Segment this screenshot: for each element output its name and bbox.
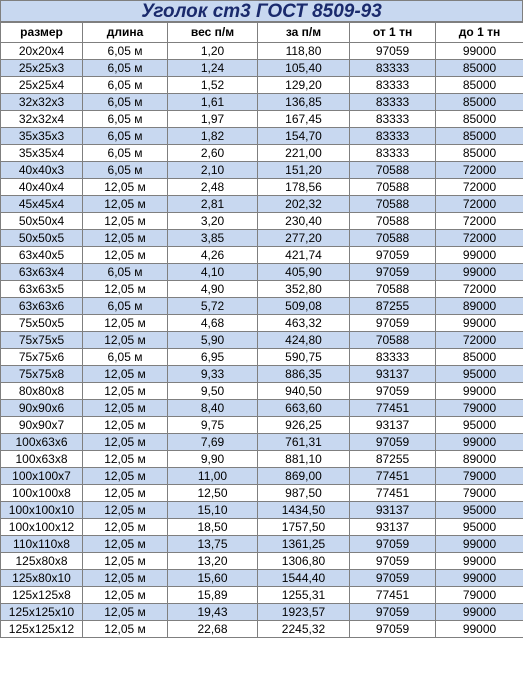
- cell-size: 40x40x4: [1, 179, 83, 196]
- cell-weight: 15,89: [168, 587, 258, 604]
- cell-size: 100x63x6: [1, 434, 83, 451]
- cell-size: 63x63x5: [1, 281, 83, 298]
- table-row: [1, 128, 523, 145]
- cell-length: 12,05 м: [83, 230, 168, 247]
- table-row: [1, 366, 523, 383]
- cell-price-per-meter: 1306,80: [258, 553, 350, 570]
- cell-size: 75x75x5: [1, 332, 83, 349]
- table-row: [1, 417, 523, 434]
- cell-size: 20x20x4: [1, 43, 83, 60]
- header-weight-per-meter: вес п/м: [168, 23, 258, 43]
- cell-price-to: 85000: [436, 145, 523, 162]
- table-row: [1, 60, 523, 77]
- cell-price-per-meter: 590,75: [258, 349, 350, 366]
- cell-length: 12,05 м: [83, 247, 168, 264]
- cell-weight: 19,43: [168, 604, 258, 621]
- table-row: [1, 77, 523, 94]
- cell-price-to: 72000: [436, 179, 523, 196]
- cell-weight: 3,85: [168, 230, 258, 247]
- table-row: [1, 400, 523, 417]
- cell-size: 100x100x8: [1, 485, 83, 502]
- cell-price-per-meter: 421,74: [258, 247, 350, 264]
- header-row: [1, 23, 523, 43]
- cell-price-per-meter: 424,80: [258, 332, 350, 349]
- cell-price-from: 87255: [350, 298, 436, 315]
- cell-price-per-meter: 277,20: [258, 230, 350, 247]
- cell-price-per-meter: 881,10: [258, 451, 350, 468]
- cell-price-per-meter: 987,50: [258, 485, 350, 502]
- cell-size: 125x125x12: [1, 621, 83, 638]
- cell-price-from: 70588: [350, 332, 436, 349]
- cell-price-to: 99000: [436, 536, 523, 553]
- cell-weight: 4,90: [168, 281, 258, 298]
- cell-size: 100x100x12: [1, 519, 83, 536]
- cell-length: 12,05 м: [83, 315, 168, 332]
- cell-weight: 7,69: [168, 434, 258, 451]
- cell-price-per-meter: 154,70: [258, 128, 350, 145]
- header-price-from-1t: от 1 тн: [350, 23, 436, 43]
- table-row: [1, 553, 523, 570]
- cell-price-per-meter: 136,85: [258, 94, 350, 111]
- cell-price-from: 70588: [350, 179, 436, 196]
- cell-price-per-meter: 151,20: [258, 162, 350, 179]
- table-row: [1, 485, 523, 502]
- table-row: [1, 247, 523, 264]
- cell-price-to: 72000: [436, 162, 523, 179]
- cell-price-to: 85000: [436, 111, 523, 128]
- table-row: [1, 570, 523, 587]
- cell-length: 12,05 м: [83, 417, 168, 434]
- cell-size: 25x25x4: [1, 77, 83, 94]
- cell-length: 12,05 м: [83, 485, 168, 502]
- cell-price-to: 72000: [436, 281, 523, 298]
- cell-price-from: 70588: [350, 213, 436, 230]
- table-row: [1, 332, 523, 349]
- cell-size: 40x40x3: [1, 162, 83, 179]
- cell-weight: 1,61: [168, 94, 258, 111]
- cell-price-from: 77451: [350, 468, 436, 485]
- cell-price-to: 99000: [436, 43, 523, 60]
- cell-size: 50x50x4: [1, 213, 83, 230]
- table-row: [1, 621, 523, 638]
- cell-weight: 2,48: [168, 179, 258, 196]
- table-row: [1, 145, 523, 162]
- cell-price-to: 72000: [436, 230, 523, 247]
- cell-price-to: 72000: [436, 213, 523, 230]
- cell-price-to: 99000: [436, 570, 523, 587]
- cell-price-to: 85000: [436, 94, 523, 111]
- cell-length: 6,05 м: [83, 145, 168, 162]
- cell-length: 12,05 м: [83, 468, 168, 485]
- cell-weight: 5,72: [168, 298, 258, 315]
- cell-length: 12,05 м: [83, 519, 168, 536]
- cell-price-from: 77451: [350, 485, 436, 502]
- table-row: [1, 519, 523, 536]
- cell-price-from: 93137: [350, 519, 436, 536]
- table-row: [1, 315, 523, 332]
- cell-price-to: 79000: [436, 485, 523, 502]
- cell-size: 75x75x8: [1, 366, 83, 383]
- cell-price-per-meter: 926,25: [258, 417, 350, 434]
- cell-price-to: 99000: [436, 553, 523, 570]
- cell-weight: 1,20: [168, 43, 258, 60]
- cell-price-to: 85000: [436, 128, 523, 145]
- cell-price-to: 85000: [436, 60, 523, 77]
- table-row: [1, 94, 523, 111]
- cell-length: 12,05 м: [83, 604, 168, 621]
- table-row: [1, 383, 523, 400]
- cell-price-per-meter: 129,20: [258, 77, 350, 94]
- cell-size: 75x75x6: [1, 349, 83, 366]
- cell-price-to: 99000: [436, 621, 523, 638]
- cell-price-to: 89000: [436, 298, 523, 315]
- cell-length: 12,05 м: [83, 196, 168, 213]
- cell-length: 12,05 м: [83, 383, 168, 400]
- cell-size: 125x125x8: [1, 587, 83, 604]
- cell-price-to: 79000: [436, 468, 523, 485]
- table-row: [1, 196, 523, 213]
- cell-length: 12,05 м: [83, 213, 168, 230]
- cell-price-to: 99000: [436, 247, 523, 264]
- cell-price-from: 83333: [350, 111, 436, 128]
- cell-weight: 9,90: [168, 451, 258, 468]
- cell-length: 12,05 м: [83, 502, 168, 519]
- cell-price-per-meter: 761,31: [258, 434, 350, 451]
- cell-weight: 3,20: [168, 213, 258, 230]
- cell-price-from: 70588: [350, 230, 436, 247]
- table-row: [1, 451, 523, 468]
- cell-length: 12,05 м: [83, 281, 168, 298]
- cell-price-per-meter: 2245,32: [258, 621, 350, 638]
- cell-length: 6,05 м: [83, 349, 168, 366]
- cell-price-per-meter: 202,32: [258, 196, 350, 213]
- cell-price-per-meter: 1544,40: [258, 570, 350, 587]
- cell-size: 45x45x4: [1, 196, 83, 213]
- cell-price-from: 97059: [350, 383, 436, 400]
- cell-price-from: 97059: [350, 315, 436, 332]
- cell-price-to: 72000: [436, 196, 523, 213]
- cell-size: 35x35x3: [1, 128, 83, 145]
- cell-price-to: 95000: [436, 417, 523, 434]
- cell-price-from: 83333: [350, 94, 436, 111]
- cell-price-to: 95000: [436, 519, 523, 536]
- cell-weight: 1,24: [168, 60, 258, 77]
- cell-length: 12,05 м: [83, 366, 168, 383]
- table-row: [1, 604, 523, 621]
- cell-price-from: 93137: [350, 417, 436, 434]
- cell-length: 12,05 м: [83, 587, 168, 604]
- cell-size: 63x63x4: [1, 264, 83, 281]
- cell-price-to: 79000: [436, 587, 523, 604]
- cell-price-to: 72000: [436, 332, 523, 349]
- cell-price-per-meter: 105,40: [258, 60, 350, 77]
- cell-size: 63x40x5: [1, 247, 83, 264]
- table-row: [1, 264, 523, 281]
- cell-size: 125x125x10: [1, 604, 83, 621]
- cell-weight: 4,10: [168, 264, 258, 281]
- table-row: [1, 162, 523, 179]
- cell-weight: 15,10: [168, 502, 258, 519]
- cell-price-from: 70588: [350, 162, 436, 179]
- cell-price-per-meter: 1361,25: [258, 536, 350, 553]
- cell-length: 6,05 м: [83, 60, 168, 77]
- cell-price-from: 97059: [350, 553, 436, 570]
- table-title: Уголок ст3 ГОСТ 8509-93: [0, 0, 523, 22]
- cell-weight: 1,97: [168, 111, 258, 128]
- cell-size: 32x32x4: [1, 111, 83, 128]
- cell-weight: 6,95: [168, 349, 258, 366]
- cell-weight: 9,50: [168, 383, 258, 400]
- cell-length: 12,05 м: [83, 553, 168, 570]
- table-row: [1, 587, 523, 604]
- cell-price-to: 95000: [436, 502, 523, 519]
- cell-length: 12,05 м: [83, 434, 168, 451]
- cell-length: 6,05 м: [83, 77, 168, 94]
- table-body: [1, 43, 523, 638]
- cell-price-per-meter: 869,00: [258, 468, 350, 485]
- cell-size: 125x80x10: [1, 570, 83, 587]
- table-row: [1, 230, 523, 247]
- cell-price-to: 85000: [436, 77, 523, 94]
- cell-price-per-meter: 405,90: [258, 264, 350, 281]
- cell-length: 6,05 м: [83, 128, 168, 145]
- cell-weight: 22,68: [168, 621, 258, 638]
- header-size: размер: [1, 23, 83, 43]
- cell-price-from: 83333: [350, 77, 436, 94]
- cell-price-from: 83333: [350, 145, 436, 162]
- cell-length: 6,05 м: [83, 298, 168, 315]
- cell-price-from: 87255: [350, 451, 436, 468]
- cell-price-from: 97059: [350, 247, 436, 264]
- cell-price-from: 97059: [350, 621, 436, 638]
- cell-size: 75x50x5: [1, 315, 83, 332]
- cell-length: 6,05 м: [83, 111, 168, 128]
- cell-price-from: 77451: [350, 400, 436, 417]
- cell-weight: 5,90: [168, 332, 258, 349]
- table-row: [1, 111, 523, 128]
- cell-length: 6,05 м: [83, 43, 168, 60]
- cell-price-per-meter: 509,08: [258, 298, 350, 315]
- cell-length: 12,05 м: [83, 570, 168, 587]
- cell-price-per-meter: 167,45: [258, 111, 350, 128]
- cell-price-from: 83333: [350, 349, 436, 366]
- cell-price-from: 97059: [350, 604, 436, 621]
- cell-price-from: 97059: [350, 43, 436, 60]
- cell-price-from: 97059: [350, 570, 436, 587]
- cell-price-per-meter: 178,56: [258, 179, 350, 196]
- cell-price-per-meter: 940,50: [258, 383, 350, 400]
- header-price-per-meter: за п/м: [258, 23, 350, 43]
- table-row: [1, 281, 523, 298]
- cell-weight: 4,26: [168, 247, 258, 264]
- cell-weight: 13,20: [168, 553, 258, 570]
- header-price-to-1t: до 1 тн: [436, 23, 523, 43]
- cell-price-per-meter: 221,00: [258, 145, 350, 162]
- cell-size: 80x80x8: [1, 383, 83, 400]
- cell-length: 12,05 м: [83, 400, 168, 417]
- cell-price-from: 70588: [350, 281, 436, 298]
- cell-size: 125x80x8: [1, 553, 83, 570]
- cell-weight: 15,60: [168, 570, 258, 587]
- cell-price-to: 79000: [436, 400, 523, 417]
- cell-price-to: 99000: [436, 264, 523, 281]
- cell-length: 12,05 м: [83, 621, 168, 638]
- cell-length: 12,05 м: [83, 332, 168, 349]
- cell-price-to: 89000: [436, 451, 523, 468]
- cell-price-to: 99000: [436, 604, 523, 621]
- cell-weight: 8,40: [168, 400, 258, 417]
- cell-price-from: 70588: [350, 196, 436, 213]
- table-row: [1, 43, 523, 60]
- cell-weight: 1,82: [168, 128, 258, 145]
- cell-price-per-meter: 463,32: [258, 315, 350, 332]
- cell-price-per-meter: 1757,50: [258, 519, 350, 536]
- cell-weight: 9,33: [168, 366, 258, 383]
- cell-price-per-meter: 1255,31: [258, 587, 350, 604]
- table-row: [1, 536, 523, 553]
- cell-size: 25x25x3: [1, 60, 83, 77]
- cell-size: 35x35x4: [1, 145, 83, 162]
- cell-price-per-meter: 230,40: [258, 213, 350, 230]
- cell-weight: 2,10: [168, 162, 258, 179]
- cell-size: 63x63x6: [1, 298, 83, 315]
- table-row: [1, 468, 523, 485]
- cell-weight: 1,52: [168, 77, 258, 94]
- cell-length: 6,05 м: [83, 264, 168, 281]
- cell-size: 100x100x7: [1, 468, 83, 485]
- cell-price-per-meter: 1434,50: [258, 502, 350, 519]
- cell-size: 100x100x10: [1, 502, 83, 519]
- cell-price-per-meter: 663,60: [258, 400, 350, 417]
- cell-length: 6,05 м: [83, 94, 168, 111]
- cell-weight: 4,68: [168, 315, 258, 332]
- table-row: [1, 298, 523, 315]
- cell-price-from: 93137: [350, 366, 436, 383]
- cell-price-per-meter: 1923,57: [258, 604, 350, 621]
- cell-price-per-meter: 886,35: [258, 366, 350, 383]
- cell-price-from: 83333: [350, 128, 436, 145]
- cell-weight: 11,00: [168, 468, 258, 485]
- cell-size: 110x110x8: [1, 536, 83, 553]
- cell-length: 12,05 м: [83, 536, 168, 553]
- cell-length: 12,05 м: [83, 451, 168, 468]
- table-row: [1, 213, 523, 230]
- cell-price-from: 97059: [350, 264, 436, 281]
- cell-size: 50x50x5: [1, 230, 83, 247]
- cell-weight: 2,60: [168, 145, 258, 162]
- cell-price-to: 95000: [436, 366, 523, 383]
- cell-size: 100x63x8: [1, 451, 83, 468]
- table-row: [1, 179, 523, 196]
- cell-size: 90x90x6: [1, 400, 83, 417]
- cell-size: 32x32x3: [1, 94, 83, 111]
- cell-weight: 13,75: [168, 536, 258, 553]
- cell-price-from: 97059: [350, 434, 436, 451]
- cell-weight: 9,75: [168, 417, 258, 434]
- cell-weight: 12,50: [168, 485, 258, 502]
- table-row: [1, 349, 523, 366]
- price-table: [0, 22, 523, 638]
- cell-price-to: 99000: [436, 434, 523, 451]
- cell-price-to: 85000: [436, 349, 523, 366]
- cell-length: 12,05 м: [83, 179, 168, 196]
- cell-price-from: 93137: [350, 502, 436, 519]
- cell-price-to: 99000: [436, 383, 523, 400]
- header-length: длина: [83, 23, 168, 43]
- cell-length: 6,05 м: [83, 162, 168, 179]
- cell-size: 90x90x7: [1, 417, 83, 434]
- cell-weight: 2,81: [168, 196, 258, 213]
- cell-price-from: 83333: [350, 60, 436, 77]
- table-row: [1, 434, 523, 451]
- cell-price-from: 77451: [350, 587, 436, 604]
- cell-price-per-meter: 352,80: [258, 281, 350, 298]
- cell-price-per-meter: 118,80: [258, 43, 350, 60]
- table-row: [1, 502, 523, 519]
- cell-price-to: 99000: [436, 315, 523, 332]
- cell-price-from: 97059: [350, 536, 436, 553]
- cell-weight: 18,50: [168, 519, 258, 536]
